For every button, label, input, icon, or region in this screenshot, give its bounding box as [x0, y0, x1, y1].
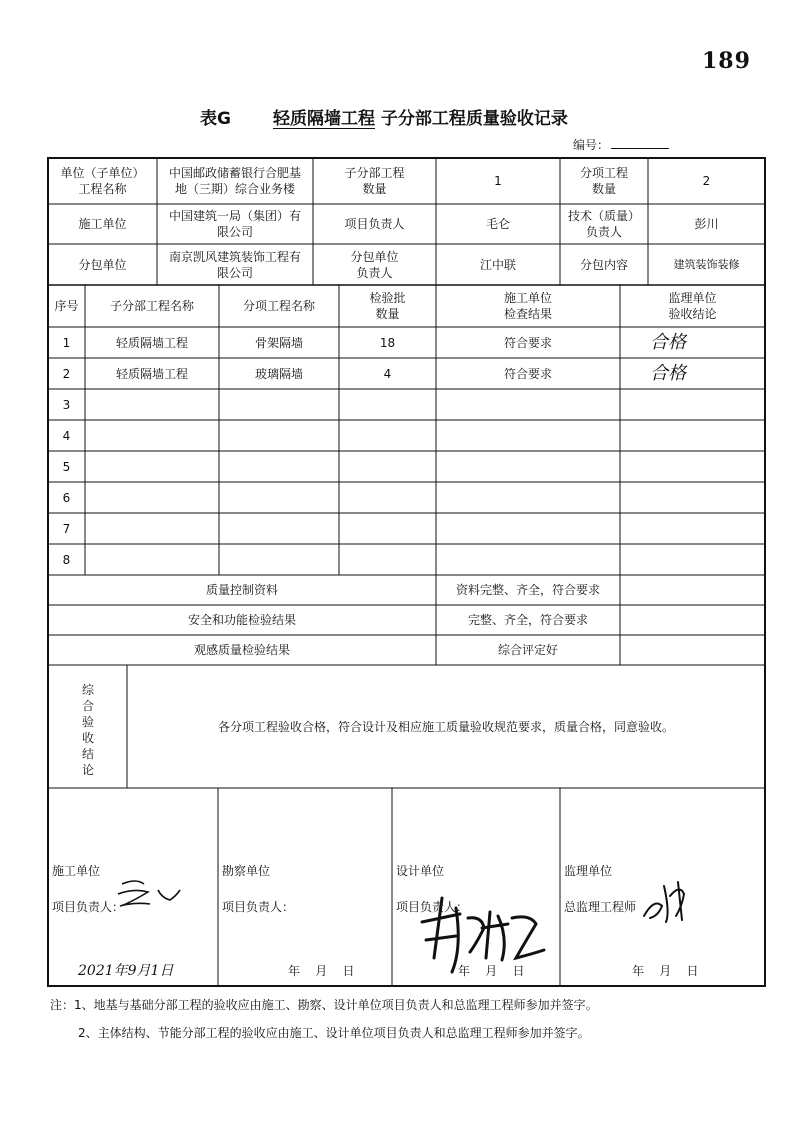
row-4-batch: [339, 420, 436, 451]
pm-value: 毛仑: [485, 217, 510, 231]
sub-lead-value: 江中联: [479, 257, 516, 272]
row-6-item: [219, 482, 339, 513]
sub-content-value: 建筑装饰装修: [673, 257, 740, 271]
note-1: 注：1、地基与基础分部工程的验收应由施工、勘察、设计单位项目负责人和总监理工程师参加并签字。: [50, 998, 598, 1012]
sig-constructor-unit: 施工单位: [52, 864, 101, 878]
row-4-subpart: [85, 420, 219, 451]
sig-design-date: 年 月 日: [458, 964, 525, 978]
row-1-result: 符合要求: [503, 335, 552, 350]
sig-survey-date: 年 月 日: [288, 964, 355, 978]
handwritten-signature-supervision: [640, 876, 690, 926]
sig-supervision-date: 年 月 日: [632, 964, 699, 978]
row-6-result: [436, 482, 620, 513]
row-5-result: [436, 451, 620, 482]
header-result: 施工单位 检查结果: [503, 291, 552, 321]
row-8-item: [219, 544, 339, 575]
row-1-subpart: 轻质隔墙工程: [115, 335, 188, 350]
header-subpart: 子分部工程名称: [109, 299, 194, 313]
row-7-subpart: [85, 513, 219, 544]
row-6-seq: 6: [62, 490, 71, 505]
row-8-result: [436, 544, 620, 575]
summary-safety-label: 安全和功能检验结果: [187, 613, 296, 627]
sub-content-label: 分包内容: [579, 257, 628, 272]
row-3-item: [219, 389, 339, 420]
row-3-conclusion: [620, 389, 765, 420]
row-1-seq: 1: [62, 335, 71, 350]
tech-label: 技术（质量） 负责人: [567, 209, 640, 239]
summary-appearance-label: 观感质量检验结果: [193, 643, 290, 657]
item-count-value: 2: [702, 174, 711, 188]
page-number: 189: [702, 48, 751, 74]
row-4-item: [219, 420, 339, 451]
handwritten-signature-constructor: [114, 876, 184, 914]
row-7-batch: [339, 513, 436, 544]
summary-appearance-value: 综合评定好: [497, 643, 558, 657]
subcontractor-label: 分包单位: [78, 257, 127, 272]
summary-safety-value: 完整、齐全，符合要求: [467, 613, 588, 627]
header-conclusion: 监理单位 验收结论: [668, 291, 717, 321]
sig-survey-unit: 勘察单位: [222, 864, 271, 878]
row-4-seq: 4: [62, 428, 71, 443]
subcontractor-value: 南京凯风建筑装饰工程有 限公司: [168, 249, 301, 280]
conclusion-label: 综 合 验 收 结 论: [81, 683, 94, 777]
row-8-seq: 8: [62, 552, 71, 567]
serial-label: 编号：: [573, 138, 610, 152]
row-2-seq: 2: [62, 366, 71, 381]
row-5-subpart: [85, 451, 219, 482]
row-5-item: [219, 451, 339, 482]
row-2-item: 玻璃隔墙: [254, 366, 303, 381]
sig-design-person: 项目负责人：: [396, 900, 469, 914]
row-8-batch: [339, 544, 436, 575]
sub-lead-label: 分包单位 负责人: [350, 249, 399, 280]
header-batch: 检验批 数量: [369, 291, 406, 321]
row-2-batch: 4: [383, 366, 392, 381]
sig-supervision-person: 总监理工程师: [564, 900, 637, 914]
row-1-conclusion: 合格: [650, 331, 686, 353]
sub-count-label: 子分部工程 数量: [344, 166, 405, 196]
conclusion-text: 各分项工程验收合格，符合设计及相应施工质量验收规范要求，质量合格，同意验收。: [217, 719, 674, 734]
title-prefix: 表G: [200, 109, 231, 129]
note-2: 2、主体结构、节能分部工程的验收应由施工、设计单位项目负责人和总监理工程师参加并签字。: [78, 1026, 590, 1040]
summary-quality-value: 资料完整、齐全，符合要求: [455, 583, 600, 597]
sig-constructor-date: 2021年9月1日: [78, 963, 174, 979]
row-3-result: [436, 389, 620, 420]
unit-label: 单位（子单位） 工程名称: [60, 166, 145, 196]
row-4-conclusion: [620, 420, 765, 451]
summary-quality-label: 质量控制资料: [205, 583, 278, 597]
sig-supervision-unit: 监理单位: [564, 864, 613, 878]
row-5-seq: 5: [62, 459, 71, 474]
row-7-result: [436, 513, 620, 544]
row-5-batch: [339, 451, 436, 482]
row-5-conclusion: [620, 451, 765, 482]
header-seq: 序号: [54, 299, 79, 313]
row-2-conclusion: 合格: [650, 362, 686, 384]
row-8-subpart: [85, 544, 219, 575]
title-suffix: 子分部工程质量验收记录: [380, 109, 568, 129]
row-7-seq: 7: [62, 521, 71, 536]
constructor-value: 中国建筑一局（集团）有 限公司: [168, 209, 301, 239]
header-item: 分项工程名称: [242, 299, 315, 313]
row-1-item: 骨架隔墙: [254, 335, 303, 350]
title-subject: 轻质隔墙工程: [272, 109, 375, 129]
row-4-result: [436, 420, 620, 451]
constructor-label: 施工单位: [78, 217, 127, 231]
row-2-subpart: 轻质隔墙工程: [115, 366, 188, 381]
row-3-batch: [339, 389, 436, 420]
row-1-batch: 18: [379, 335, 396, 350]
row-8-conclusion: [620, 544, 765, 575]
sub-count-value: 1: [494, 174, 502, 188]
sig-design-unit: 设计单位: [396, 864, 445, 878]
row-7-item: [219, 513, 339, 544]
row-6-conclusion: [620, 482, 765, 513]
sig-constructor-person: 项目负责人：: [52, 900, 125, 914]
unit-value: 中国邮政储蓄银行合肥基 地（三期）综合业务楼: [168, 166, 301, 196]
row-2-result: 符合要求: [503, 366, 552, 381]
row-3-seq: 3: [62, 397, 71, 412]
item-count-label: 分项工程 数量: [579, 166, 628, 196]
row-7-conclusion: [620, 513, 765, 544]
row-6-subpart: [85, 482, 219, 513]
row-3-subpart: [85, 389, 219, 420]
tech-value: 彭川: [694, 217, 719, 231]
sig-survey-person: 项目负责人：: [222, 900, 295, 914]
row-6-batch: [339, 482, 436, 513]
pm-label: 项目负责人: [344, 217, 405, 231]
